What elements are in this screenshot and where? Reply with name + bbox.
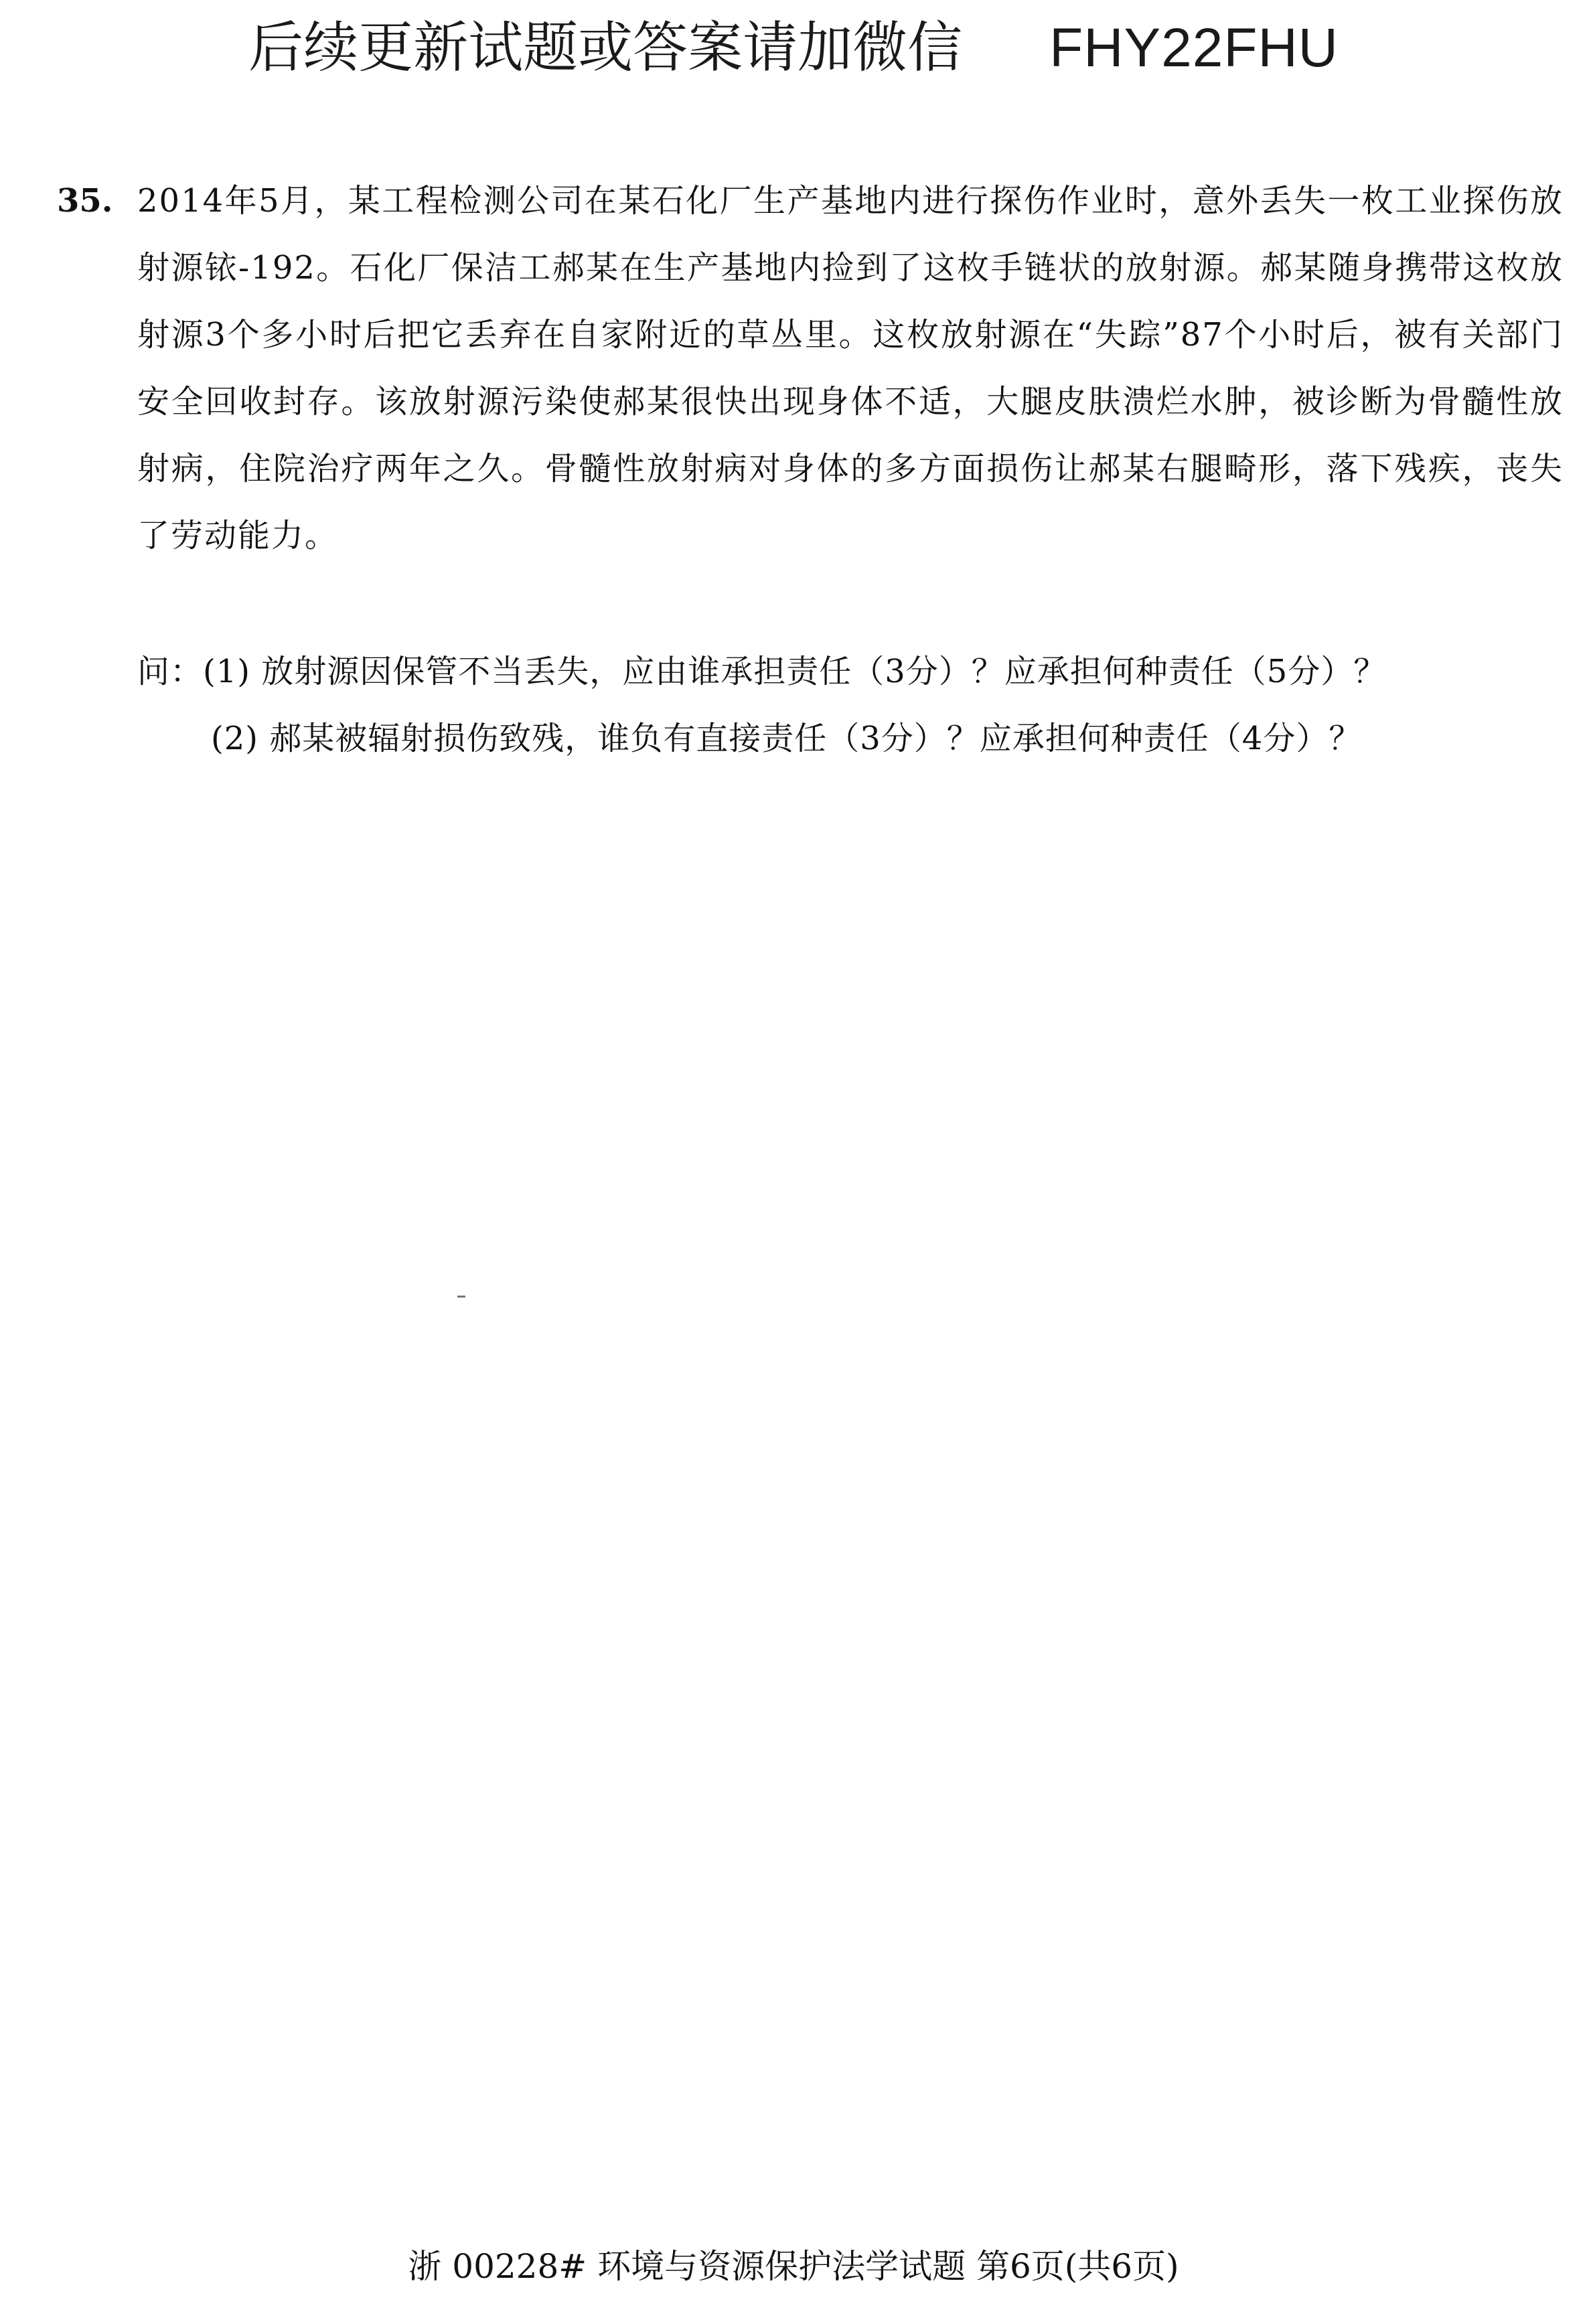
question-ask-2: (2) 郝某被辐射损伤致残，谁负有直接责任（3分）？应承担何种责任（4分）？ [211,720,1362,757]
page-footer: 浙 00228# 环境与资源保护法学试题 第6页(共6页) [408,2247,1179,2286]
scan-speck [457,1296,465,1298]
question-number: 35. [57,182,113,220]
page-header [0,15,1587,82]
header-wechat-id: FHY22FHU [1049,17,1339,78]
header-notice: 后续更新试题或答案请加微信 [248,16,963,80]
question-body: 2014年5月，某工程检测公司在某石化厂生产基地内进行探伤作业时，意外丢失一枚工业探伤放射源铱-192。石化厂保洁工郝某在生产基地内捡到了这枚手链状的放射源。郝某随身携带这枚放射源3个多小时后把它丢弃在自家附近的草丛里。这枚放射源在“失踪”87个小时后，被有关部门安全回收封存。该放射源污染使郝某很快出现身体不适，大腿皮肤溃烂水肿，被诊断为骨髓性放射病，住院治疗两年之久。骨髓性放射病对身体的多方面损伤让郝某右腿畸形，落下残疾，丧失了劳动能力。 [137,182,1564,554]
question-ask-1: 问：(1) 放射源因保管不当丢失，应由谁承担责任（3分）？应承担何种责任（5分）？ [137,653,1387,690]
question-asks [137,638,1564,772]
